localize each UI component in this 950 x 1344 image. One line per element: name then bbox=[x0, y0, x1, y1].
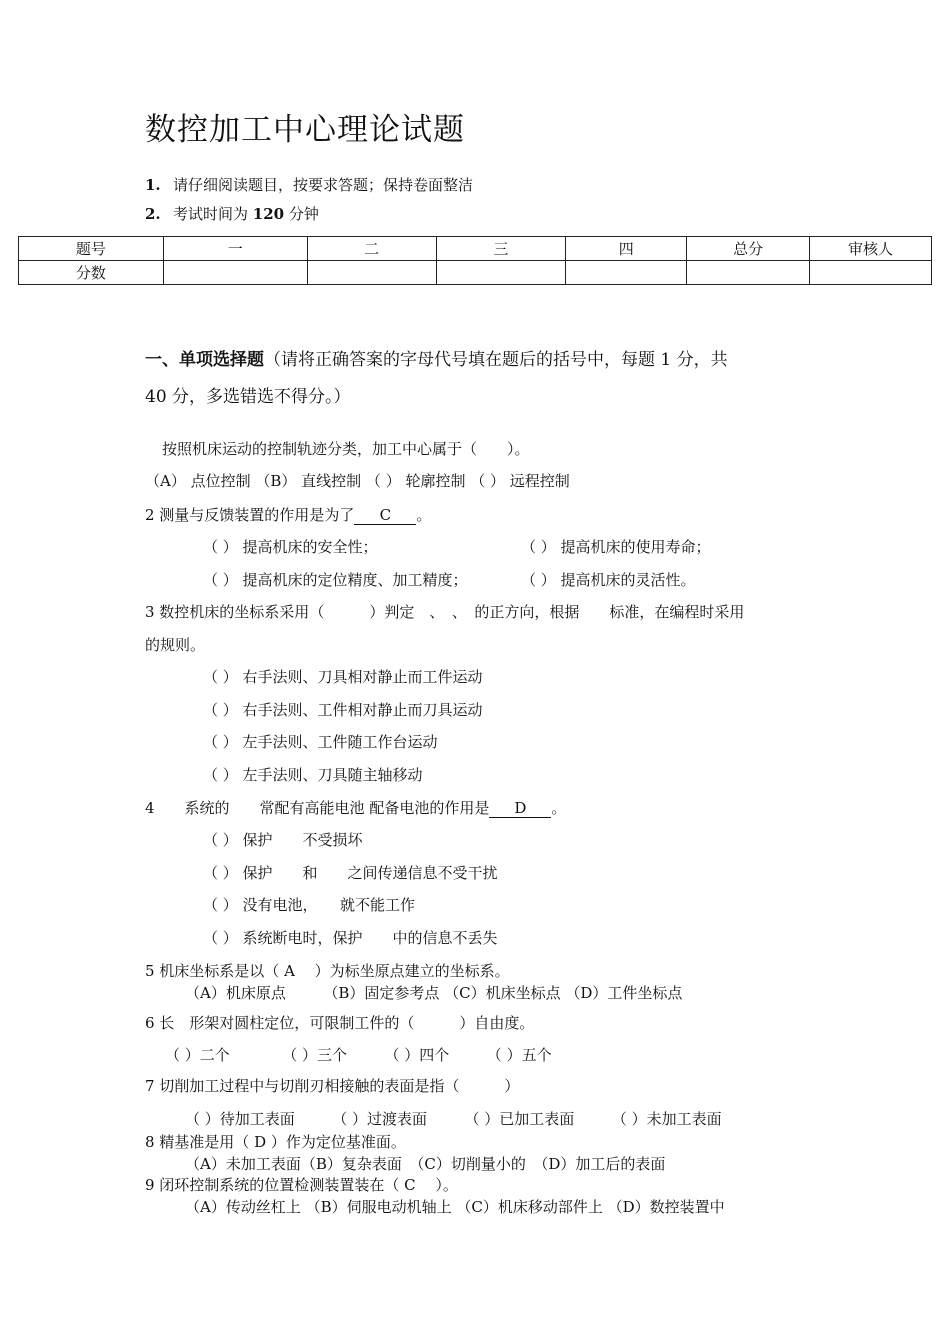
score-header-cell: 二 bbox=[307, 237, 436, 261]
instruction-2-minutes: 120 bbox=[252, 205, 285, 223]
score-table-value-row bbox=[19, 261, 932, 285]
instruction-1-text: 请仔细阅读题目，按要求答题；保持卷面整洁 bbox=[173, 176, 474, 194]
question-4-stem bbox=[145, 797, 566, 818]
page-title: 数控加工中心理论试题 bbox=[145, 112, 465, 148]
question-4-text: 4 系统的 常配有高能电池 配备电池的作用是 bbox=[145, 799, 490, 817]
answer-blank: C bbox=[354, 506, 416, 525]
question-1-options: （A） 点位控制 （B） 直线控制 （ ） 轮廓控制 （ ） 远程控制 bbox=[145, 472, 570, 490]
question-4-option-a: （ ） 保护 不受损坏 bbox=[203, 831, 363, 849]
question-3-stem-cont: 的规则。 bbox=[145, 636, 206, 654]
question-7-stem: 7 切削加工过程中与切削刃相接触的表面是指（ ） bbox=[145, 1077, 520, 1095]
section-1-instruction: （请将正确答案的字母代号填在题后的括号中，每题 1 分，共 bbox=[264, 350, 728, 370]
score-table-header-row bbox=[19, 237, 932, 261]
question-2-option-b: （ ） 提高机床的使用寿命； bbox=[521, 538, 711, 556]
question-7-options: （ ）待加工表面 （ ）过渡表面 （ ）已加工表面 （ ）未加工表面 bbox=[185, 1110, 722, 1128]
score-cell[interactable] bbox=[436, 261, 566, 285]
question-3-stem: 3 数控机床的坐标系采用（ ）判定 、 、 的正方向，根据 标准，在编程时采用 bbox=[145, 603, 745, 621]
question-4-option-c: （ ） 没有电池， 就不能工作 bbox=[203, 896, 416, 914]
score-header-cell: 总分 bbox=[687, 237, 810, 261]
score-cell[interactable] bbox=[163, 261, 307, 285]
question-9-options: （A）传动丝杠上 （B）伺服电动机轴上 （C）机床移动部件上 （D）数控装置中 bbox=[185, 1198, 725, 1216]
question-6-stem: 6 长 形架对圆柱定位，可限制工件的（ ）自由度。 bbox=[145, 1014, 535, 1032]
question-2-text: 2 测量与反馈装置的作用是为了 bbox=[145, 506, 355, 524]
score-table bbox=[18, 236, 932, 285]
question-3-option-c: （ ） 左手法则、工件随工作台运动 bbox=[203, 733, 438, 751]
instruction-2-unit: 分钟 bbox=[284, 205, 319, 223]
score-cell[interactable] bbox=[687, 261, 810, 285]
score-row-label: 分数 bbox=[19, 261, 164, 285]
score-cell[interactable] bbox=[307, 261, 436, 285]
question-2-option-c: （ ） 提高机床的定位精度、加工精度； bbox=[203, 571, 468, 589]
question-5-options: （A）机床原点 （B）固定参考点 （C）机床坐标点 （D）工件坐标点 bbox=[185, 984, 683, 1002]
score-header-cell: 题号 bbox=[19, 237, 164, 261]
score-cell[interactable] bbox=[810, 261, 932, 285]
question-8-options: （A）未加工表面（B）复杂表面 （C）切削量小的 （D）加工后的表面 bbox=[185, 1155, 666, 1173]
question-5-stem: 5 机床坐标系是以（ A ）为标坐原点建立的坐标系。 bbox=[145, 962, 510, 980]
instruction-2-number: 2. bbox=[145, 205, 161, 223]
question-8-stem: 8 精基准是用（ D ）作为定位基准面。 bbox=[145, 1133, 406, 1151]
question-1-stem: 按照机床运动的控制轨迹分类，加工中心属于（ ）。 bbox=[162, 440, 530, 458]
section-1-instruction-cont: 40 分，多选错选不得分。） bbox=[145, 387, 351, 407]
answer-blank: D bbox=[489, 799, 551, 818]
score-header-cell: 一 bbox=[163, 237, 307, 261]
question-3-option-d: （ ） 左手法则、刀具随主轴移动 bbox=[203, 766, 423, 784]
question-3-option-a: （ ） 右手法则、刀具相对静止而工件运动 bbox=[203, 668, 483, 686]
question-9-stem: 9 闭环控制系统的位置检测装置装在（ C ）。 bbox=[145, 1176, 458, 1194]
instruction-2-text: 考试时间为 bbox=[173, 205, 253, 223]
score-header-cell: 三 bbox=[436, 237, 566, 261]
score-header-cell: 审核人 bbox=[810, 237, 932, 261]
score-cell[interactable] bbox=[566, 261, 687, 285]
score-header-cell: 四 bbox=[566, 237, 687, 261]
question-4-option-b: （ ） 保护 和 之间传递信息不受干扰 bbox=[203, 864, 498, 882]
question-2-end: 。 bbox=[416, 506, 432, 524]
question-3-option-b: （ ） 右手法则、工件相对静止而刀具运动 bbox=[203, 701, 483, 719]
instruction-1-number: 1. bbox=[145, 176, 161, 194]
question-2-option-a: （ ） 提高机床的安全性； bbox=[203, 538, 378, 556]
question-6-options: （ ）二个 （ ）三个 （ ）四个 （ ）五个 bbox=[165, 1046, 552, 1064]
question-4-end: 。 bbox=[551, 799, 567, 817]
instruction-1 bbox=[145, 174, 473, 195]
instruction-2 bbox=[145, 203, 319, 224]
section-1-heading: 一、单项选择题 bbox=[145, 350, 264, 370]
question-2-stem bbox=[145, 504, 431, 525]
question-2-option-d: （ ） 提高机床的灵活性。 bbox=[521, 571, 696, 589]
section-1-heading-line bbox=[145, 342, 728, 378]
question-4-option-d: （ ） 系统断电时，保护 中的信息不丢失 bbox=[203, 929, 498, 947]
